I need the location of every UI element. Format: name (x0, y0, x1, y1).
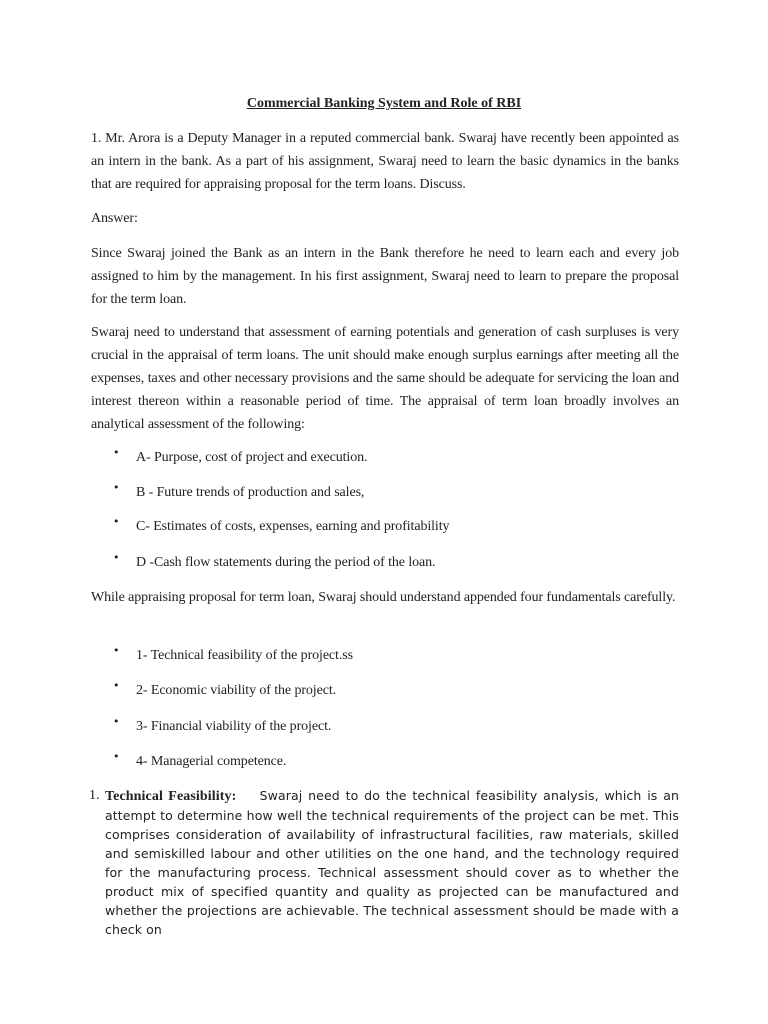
fundamental-item-3: 3- Financial viability of the project. (136, 719, 332, 734)
answer-paragraph-1: Since Swaraj joined the Bank as an intern in the Bank therefore he need to learn each and every job assigned to him by the management. In his first assignment, Swaraj need to learn to prepare the proposal for the term loan. (91, 246, 679, 307)
document-title: Commercial Banking System and Role of RBI (246, 96, 522, 111)
appraisal-item-b: B - Future trends of production and sales, (136, 485, 365, 500)
fundamental-item-2: 2- Economic viability of the project. (136, 683, 337, 698)
section-number: 1. (89, 788, 100, 803)
list-item (113, 750, 673, 772)
fundamental-item-1: 1- Technical feasibility of the project.ss (136, 648, 353, 663)
list-item (113, 715, 673, 737)
bullet-icon: • (113, 715, 120, 728)
list-item (113, 481, 673, 503)
appraisal-item-d: D -Cash flow statements during the period of the loan. (136, 555, 436, 570)
answer-paragraph-3: While appraising proposal for term loan, Swaraj should understand appended four fundamentals carefully. (91, 590, 676, 605)
bullet-icon: • (113, 679, 120, 692)
answer-label: Answer: (91, 211, 138, 226)
list-item (113, 679, 673, 701)
bullet-icon: • (113, 481, 120, 494)
bullet-icon: • (113, 750, 120, 763)
section-text: Swaraj need to do the technical feasibility analysis, which is an attempt to determine how well the technical requirements of the project can be met. This comprises consideration of availability of infrastructural facilities, raw materials, skilled and semiskilled labour and other utilities on the one hand, and the technology required for the manufacturing process. Technical assessment should cover as to whether the product mix of specified quantity and quality as projected can be manufactured and whether the projections are achievable. The technical assessment should be made with a check on (105, 788, 679, 937)
list-item (113, 515, 673, 537)
list-item (113, 446, 673, 468)
answer-paragraph-2: Swaraj need to understand that assessment of earning potentials and generation of cash surpluses is very crucial in the appraisal of term loans. The unit should make enough surplus earnings after meeting all the expenses, taxes and other necessary provisions and the same should be adequate for servicing the loan and interest thereon within a reasonable period of time. The appraisal of term loan broadly involves an analytical assessment of the following: (91, 325, 679, 432)
bullet-icon: • (113, 515, 120, 528)
fundamental-item-4: 4- Managerial competence. (136, 754, 287, 769)
question-paragraph: 1. Mr. Arora is a Deputy Manager in a reputed commercial bank. Swaraj have recently been appointed as an intern in the bank. As a part of his assignment, Swaraj need to learn the basic dynamics in the banks that are required for appraising proposal for the term loans. Discuss. (91, 131, 679, 192)
bullet-icon: • (113, 551, 120, 564)
bullet-icon: • (113, 644, 120, 657)
section-body (105, 786, 679, 939)
list-item (113, 551, 673, 573)
section-heading: Technical Feasibility: (105, 789, 237, 804)
appraisal-item-c: C- Estimates of costs, expenses, earning and profitability (136, 519, 450, 534)
appraisal-item-a: A- Purpose, cost of project and execution. (136, 450, 368, 465)
list-item (113, 644, 673, 666)
bullet-icon: • (113, 446, 120, 459)
